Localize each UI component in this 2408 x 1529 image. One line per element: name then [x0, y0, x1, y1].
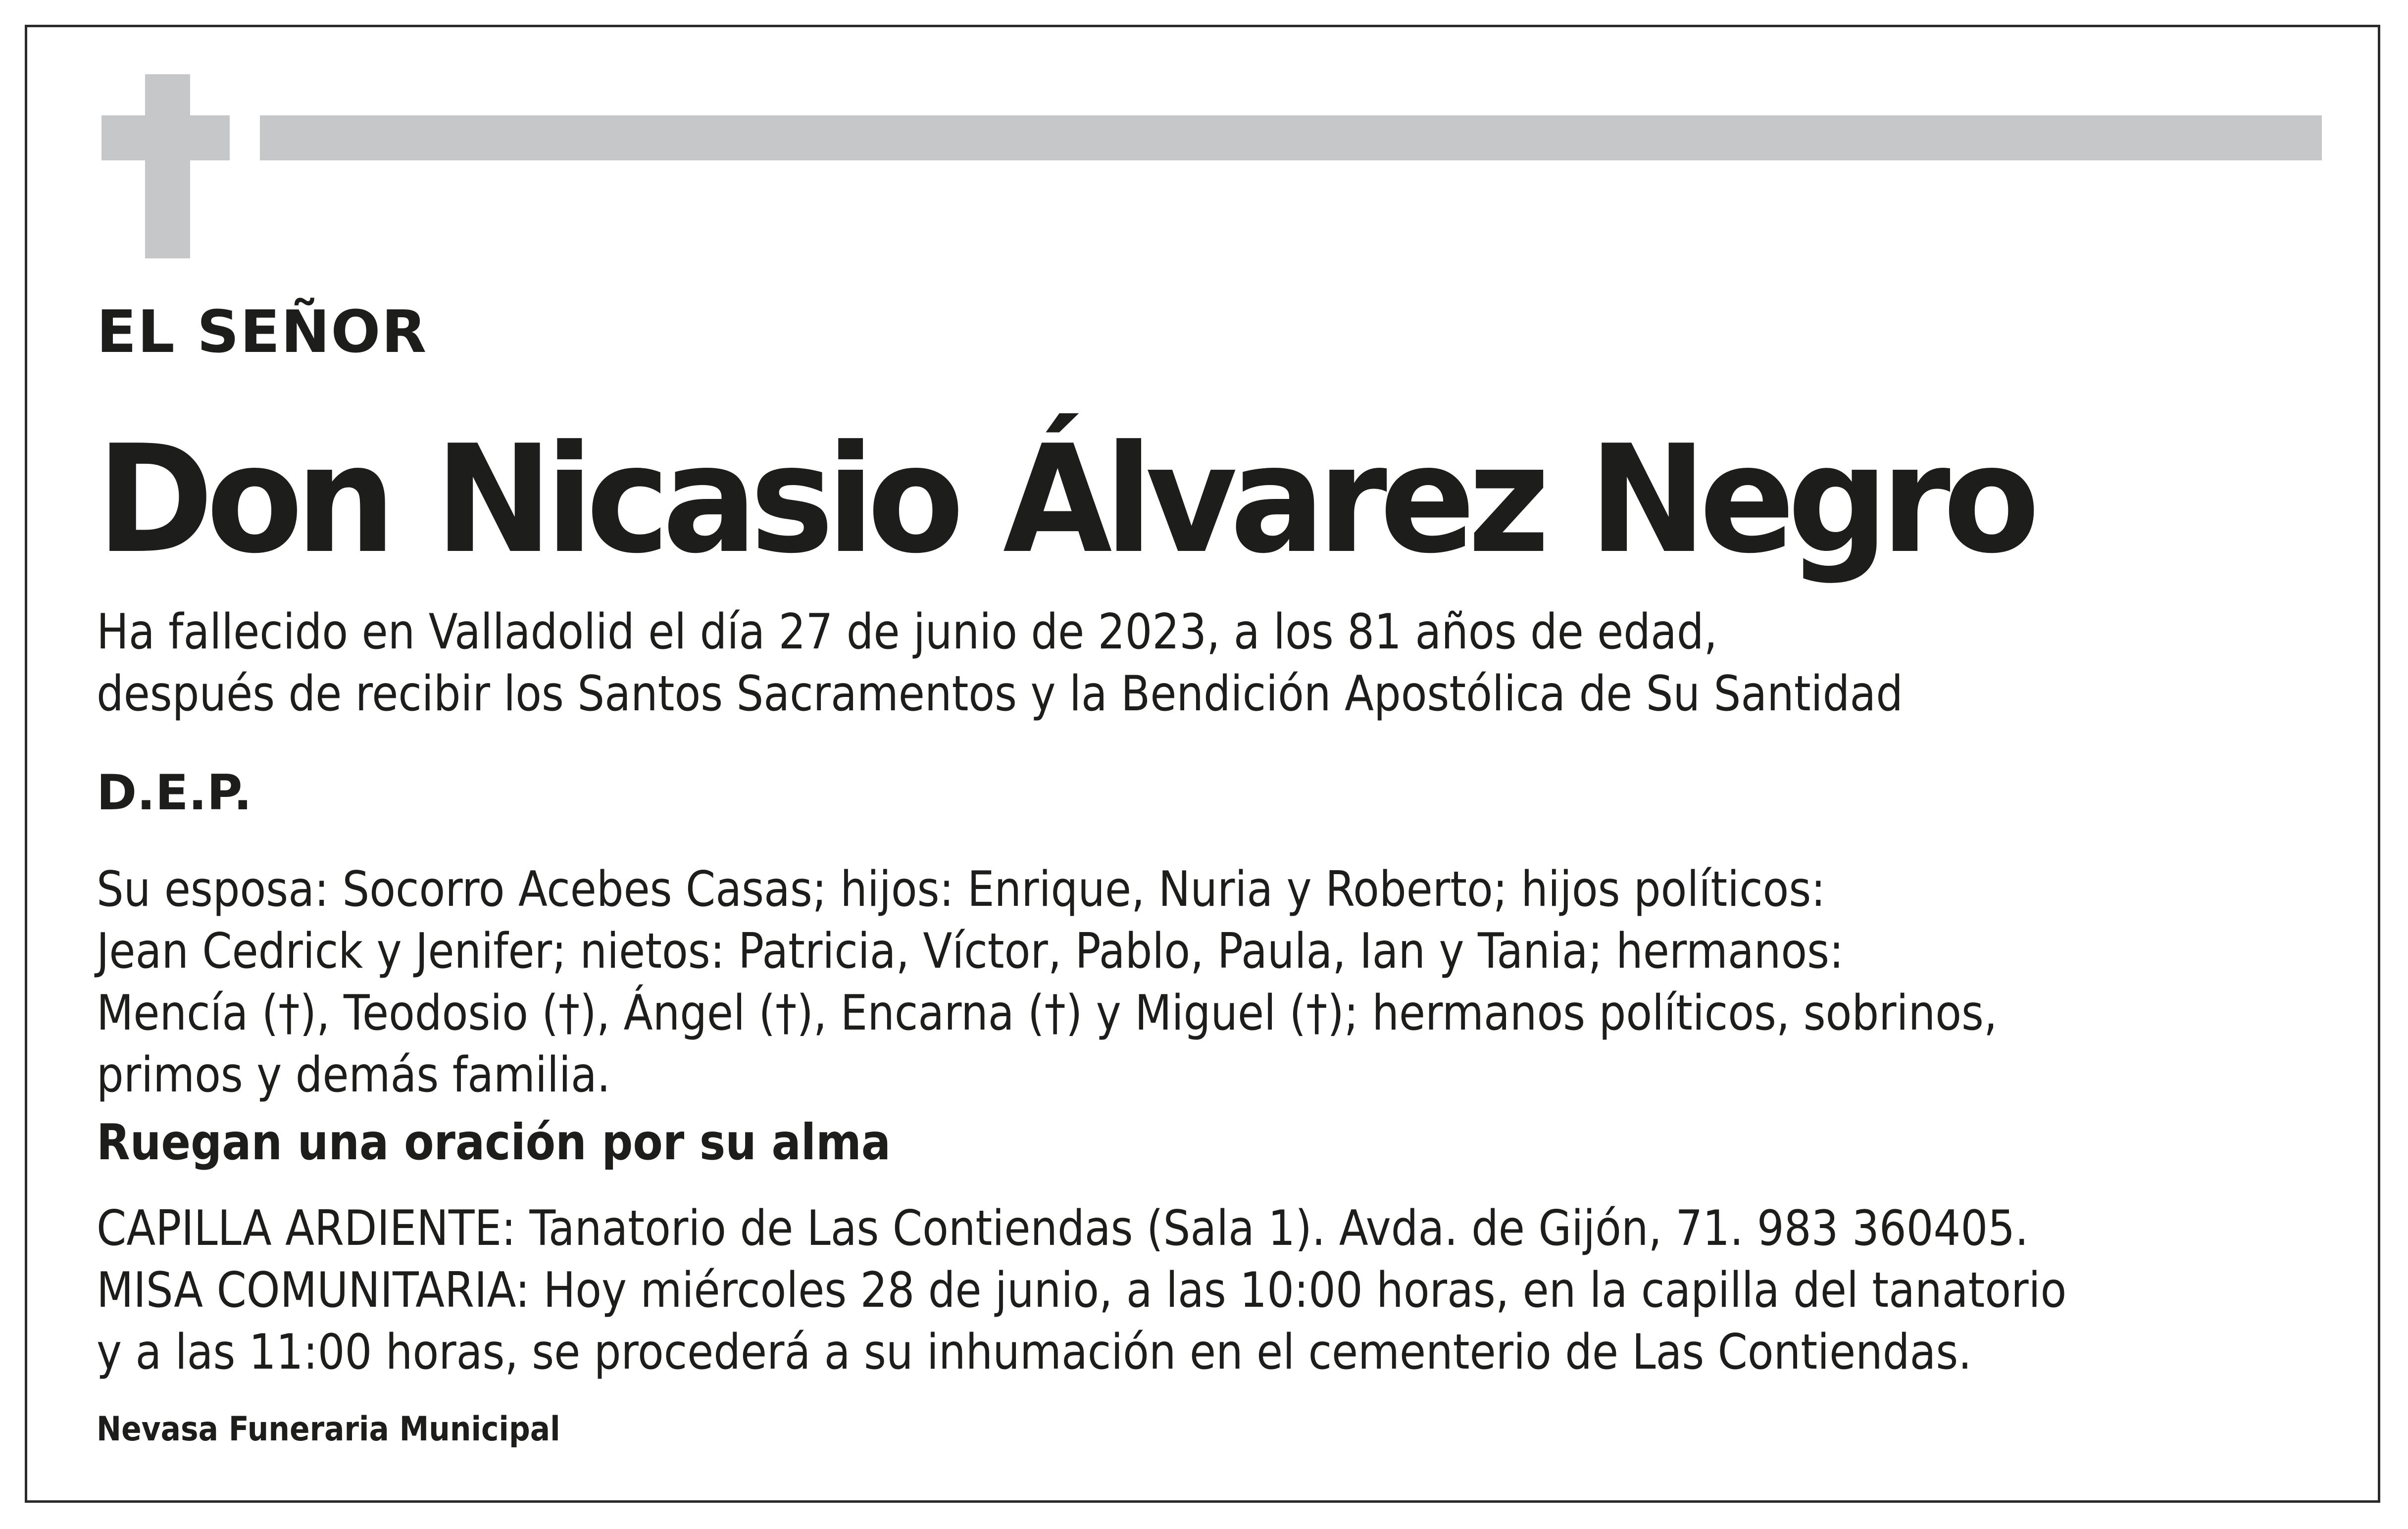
service-line: MISA COMUNITARIA: Hoy miércoles 28 de junio, a las 10:00 horas, en la capilla del tanatorio — [97, 1262, 2067, 1319]
intro-paragraph — [97, 601, 1903, 725]
funeral-home-credit: Nevasa Funeraria Municipal — [97, 1410, 560, 1449]
family-line: Mencía (†), Teodosio (†), Ángel (†), Encarna (†) y Miguel (†); hermanos políticos, sobrinos, — [97, 985, 1998, 1041]
honorific: EL SEÑOR — [97, 297, 428, 366]
service-line: CAPILLA ARDIENTE: Tanatorio de Las Contiendas (Sala 1). Avda. de Gijón, 71. 983 360405. — [97, 1200, 2029, 1257]
intro-line: después de recibir los Santos Sacramentos y la Bendición Apostólica de Su Santidad — [97, 666, 1903, 722]
family-line: primos y demás familia. — [97, 1047, 611, 1103]
family-paragraph — [97, 859, 1997, 1106]
cross-icon-horizontal-bar — [101, 115, 230, 160]
family-line: Su esposa: Socorro Acebes Casas; hijos: Enrique, Nuria y Roberto; hijos políticos: — [97, 861, 1826, 918]
service-line: y a las 11:00 horas, se procederá a su inhumación en el cementerio de Las Contiendas. — [97, 1324, 1972, 1381]
intro-line: Ha fallecido en Valladolid el día 27 de junio de 2023, a los 81 años de edad, — [97, 604, 1718, 660]
deceased-name: Don Nicasio Álvarez Negro — [97, 413, 2033, 586]
prayer-heading: Ruegan una oración por su alma — [97, 1113, 891, 1171]
header-rule — [260, 115, 2322, 160]
cross-icon — [145, 74, 190, 258]
family-line: Jean Cedrick y Jenifer; nietos: Patricia, Víctor, Pablo, Paula, Ian y Tania; hermanos: — [97, 923, 1844, 980]
dep-heading: D.E.P. — [97, 765, 252, 821]
services-paragraph — [97, 1198, 2066, 1383]
